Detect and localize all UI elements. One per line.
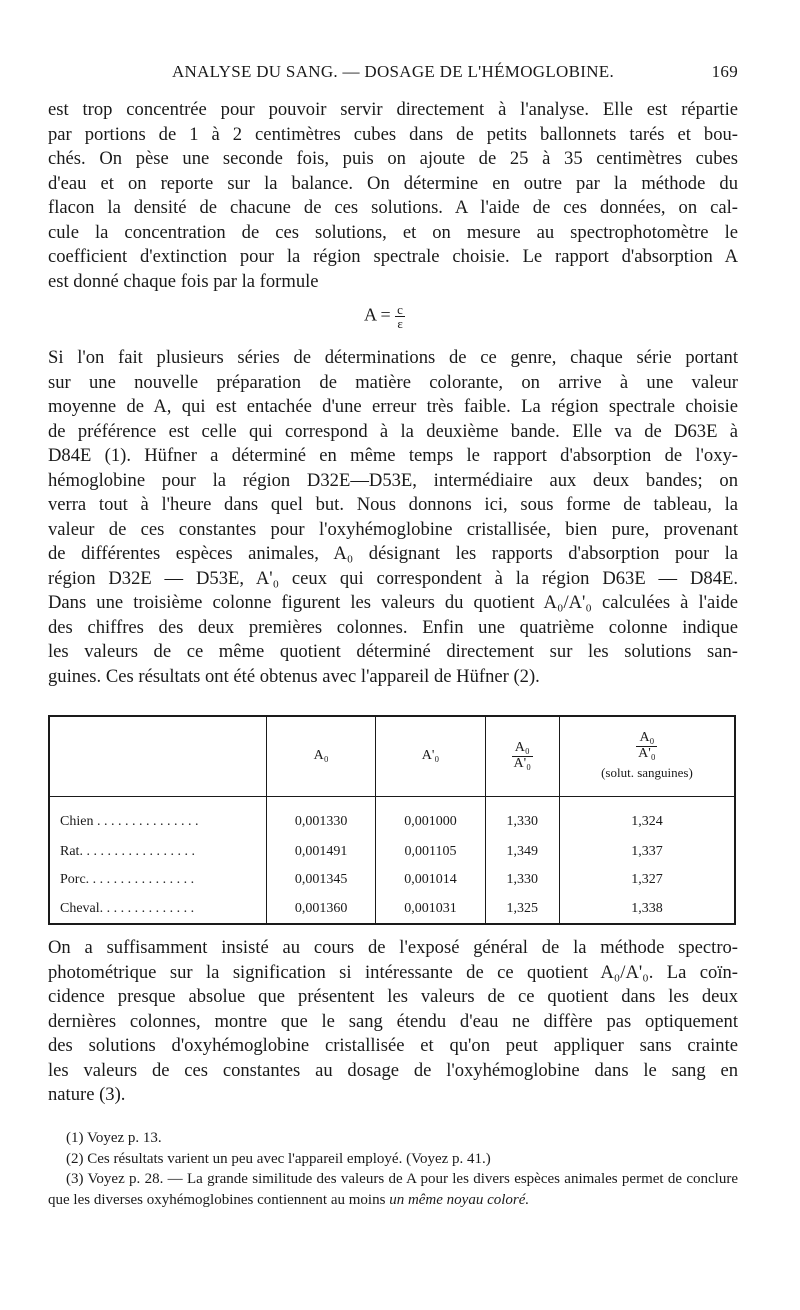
formula-numerator: c	[397, 302, 403, 317]
text-line: guines. Ces résultats ont été obtenus avec l'appareil de Hüfner (2).	[48, 665, 540, 687]
header-a0-prime: A'₀	[376, 716, 485, 796]
text-line: On a suffisamment insisté au cours de l'exposé général de la méthode spectro-	[48, 937, 738, 958]
text-line: Dans une troisième colonne figurent les valeurs du quotient A₀/A'₀ calculées à l'aide	[48, 592, 738, 613]
a0-prime-cell: 0,001031	[376, 894, 485, 924]
ratio-cell: 1,325	[485, 894, 559, 924]
text-line: de différentes espèces animales, A₀ désignant les rapports d'absorption pour la	[48, 543, 738, 564]
text-line: sur une nouvelle préparation de matière colorante, on arrive à une valeur	[48, 371, 738, 393]
ratio-blood-cell: 1,337	[559, 838, 735, 866]
text-line: coefficient d'extinction pour la région spectrale choisie. Le rapport d'absorption A	[48, 246, 738, 267]
text-line: cule la concentration de ces solutions, et on mesure au spectrophotomètre le	[48, 221, 738, 243]
text-line: hémoglobine pour la région D32E—D53E, intermédiaire aux deux bandes; on	[48, 469, 738, 491]
absorption-table	[48, 715, 736, 925]
formula-fraction	[395, 303, 405, 330]
text-line: chés. On pèse une seconde fois, puis on ajoute de 25 à 35 centimètres cubes	[48, 148, 738, 169]
species-cell: Rat. . . . . . . . . . . . . . . . .	[60, 843, 195, 859]
fraction-numerator: A₀	[636, 731, 657, 747]
paragraph-3	[48, 936, 738, 1108]
paragraph-2	[48, 346, 738, 689]
fraction-denominator: A'₀	[638, 746, 656, 762]
ratio-cell: 1,330	[485, 866, 559, 894]
text-line: verra tout à l'heure dans quel but. Nous donnons ici, sous forme de tableau, la	[48, 494, 738, 515]
ratio-blood-cell: 1,324	[559, 796, 735, 838]
species-cell: Porc. . . . . . . . . . . . . . . .	[60, 872, 195, 888]
ratio-blood-cell: 1,338	[559, 894, 735, 924]
footnote-1: (1) Voyez p. 13.	[66, 1130, 162, 1146]
text-line: des chiffres des deux premières colonnes. Enfin une quatrième colonne indique	[48, 616, 738, 638]
text-line: dernières colonnes, montre que le sang étendu d'eau ne diffère pas optiquement	[48, 1010, 738, 1032]
text-line: les valeurs de ces constantes au dosage de l'oxyhémoglobine dans le sang en	[48, 1059, 738, 1081]
fraction-numerator: A₀	[512, 741, 533, 757]
a0-cell: 0,001360	[267, 894, 376, 924]
ratio-fraction	[512, 741, 533, 771]
fraction-denominator: A'₀	[513, 755, 531, 771]
ratio-cell: 1,349	[485, 838, 559, 866]
paragraph-1	[48, 98, 738, 294]
text-line: Si l'on fait plusieurs séries de déterminations de ce genre, chaque série portant	[48, 347, 738, 368]
table-row	[49, 796, 735, 838]
text-line: moyenne de A, qui est entachée d'une erreur très faible. La région spectrale choisie	[48, 396, 738, 417]
a0-prime-cell: 0,001105	[376, 838, 485, 866]
header-note: (solut. sanguines)	[601, 765, 693, 781]
species-cell: Cheval. . . . . . . . . . . . . .	[60, 900, 195, 916]
a0-cell: 0,001491	[267, 838, 376, 866]
text-line: par portions de 1 à 2 centimètres cubes dans de petits ballonnets tarés et bou-	[48, 123, 738, 145]
text-line: des solutions d'oxyhémoglobine cristallisée et qu'on peut appliquer sans crainte	[48, 1035, 738, 1056]
footnote-2: (2) Ces résultats varient un peu avec l'appareil employé. (Voyez p. 41.)	[66, 1150, 491, 1167]
a0-cell: 0,001345	[267, 866, 376, 894]
footnotes	[48, 1128, 738, 1210]
text-line: est donné chaque fois par la formule	[48, 270, 319, 292]
table-row	[49, 894, 735, 924]
ratio-cell: 1,330	[485, 796, 559, 838]
footnote-3-italic: un même noyau coloré.	[389, 1191, 530, 1208]
table-row	[49, 866, 735, 894]
footnote-3-text: (3) Voyez p. 28. — La grande similitude des valeurs de A pour les divers espèces animales permet de conclure que les diverses oxyhémoglobines contiennent au moins	[48, 1171, 738, 1208]
header-a0: A₀	[267, 716, 376, 796]
ratio-blood-cell: 1,327	[559, 866, 735, 894]
text-line: photométrique sur la signification si intéressante de ce quotient A₀/A'₀. La coïn-	[48, 961, 738, 983]
absorption-formula	[364, 303, 405, 330]
text-line: valeur de ces constantes pour l'oxyhémoglobine cristallisée, bien pure, provenant	[48, 518, 738, 540]
a0-cell: 0,001330	[267, 796, 376, 838]
formula-lhs: A =	[364, 304, 391, 325]
text-line: flacon la densité de chacune de ces solutions. A l'aide de ces données, on cal-	[48, 197, 738, 218]
ratio-fraction	[636, 731, 657, 761]
header-species	[49, 716, 267, 796]
a0-prime-cell: 0,001000	[376, 796, 485, 838]
table-header-row	[49, 716, 735, 796]
text-line: de préférence est celle qui correspond à la deuxième bande. Elle va de D63E à	[48, 420, 738, 442]
text-line: d'eau et on reporte sur la balance. On détermine en outre par la méthode du	[48, 172, 738, 194]
header-ratio-blood	[559, 716, 735, 796]
page-number: 169	[711, 62, 738, 81]
species-cell: Chien . . . . . . . . . . . . . . .	[60, 814, 199, 830]
header-ratio	[485, 716, 559, 796]
footnote-3	[48, 1169, 738, 1210]
text-line: D84E (1). Hüfner a déterminé en même temps le rapport d'absorption de l'oxy-	[48, 445, 738, 466]
text-line: nature (3).	[48, 1084, 126, 1105]
text-line: région D32E — D53E, A'₀ ceux qui correspondent à la région D63E — D84E.	[48, 567, 738, 589]
a0-prime-cell: 0,001014	[376, 866, 485, 894]
table-row	[49, 838, 735, 866]
running-header	[48, 62, 738, 88]
formula-denominator: ε	[397, 316, 403, 331]
text-line: cidence presque absolue que présentent les valeurs de ce quotient dans les deux	[48, 986, 738, 1007]
running-title: ANALYSE DU SANG. — DOSAGE DE L'HÉMOGLOBINE.	[171, 62, 615, 81]
text-line: les valeurs de ce même quotient déterminé directement sur les solutions san-	[48, 641, 738, 662]
text-line: est trop concentrée pour pouvoir servir directement à l'analyse. Elle est répartie	[48, 99, 738, 120]
